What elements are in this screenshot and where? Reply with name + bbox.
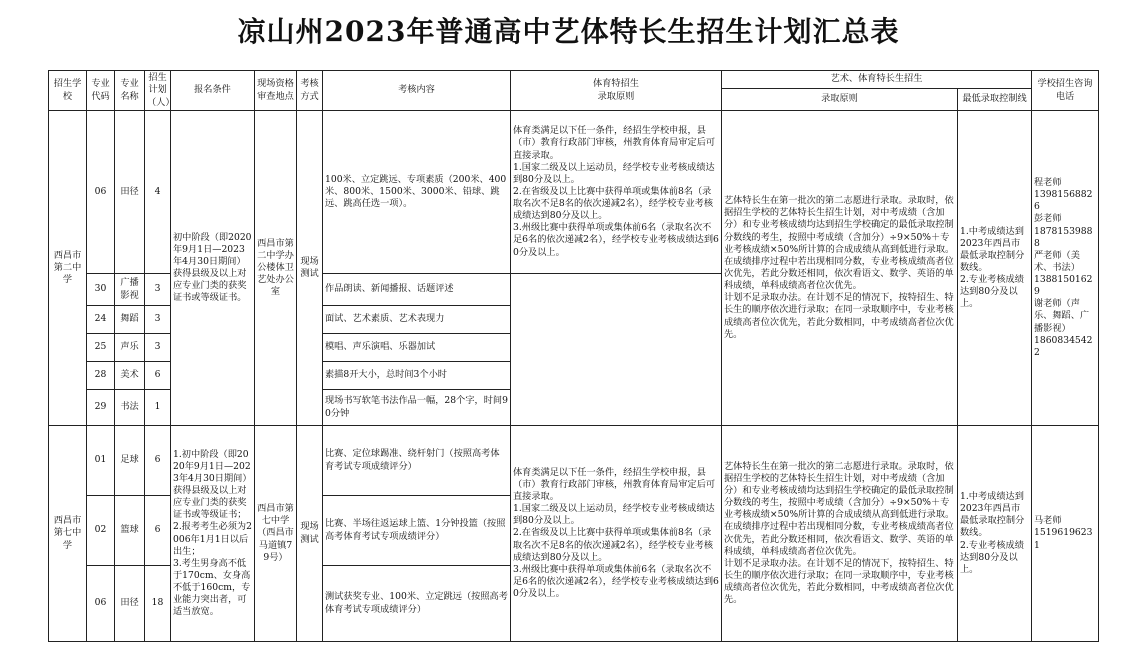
major-code: 06 [87, 566, 115, 642]
contact-phone: 马老师 15196196231 [1032, 426, 1099, 642]
major-name: 美术 [115, 362, 145, 390]
header-major: 专业名称 [115, 71, 145, 111]
assessment-content: 100米、立定跳远、专项素质（200米、400米、800米、1500米、3000米、铅球、跳远、跳高任选一项）。 [323, 111, 511, 274]
major-code: 28 [87, 362, 115, 390]
major-name: 广播影视 [115, 274, 145, 306]
header-school: 招生学校 [49, 71, 87, 111]
min-score-line: 1.中考成绩达到2023年西昌市最低录取控制分数线。 2.专业考核成绩达到80分及以上。 [958, 426, 1032, 642]
arts-admission-principle: 艺体特长生在第一批次的第二志愿进行录取。录取时，依据招生学校的艺体特长生招生计划，对中考成绩（含加分）和专业考核成绩均达到招生学校确定的最低录取控制分数线的考生，按照中考成绩（含加分）÷9×50%＋专业考核成绩×50%所计算的合成成绩从高到低进行录取。在成绩排序过程中若出现相同分数，专业考核成绩高者位次优先，若此分数还相同，依次看语文、数学、英语的单科成绩，单科成绩高者位次优先。 计划不足录取办法。在计划不足的情况下，按特招生、特长生的顺序依次进行录取；在同一录取顺序中，专业考核成绩高者位次优先，若此分数相同，中考成绩高者位次优先。 [722, 111, 958, 426]
contact-phone: 程老师 13981568826 彭老师 18781539888 严老师（美术、书法） 13881501629 谢老师（声乐、舞蹈、广播影视） 18608345422 [1032, 111, 1099, 426]
header-sports-principle: 体育特招生 录取原则 [511, 71, 722, 111]
assessment-content: 素描8开大小，总时间3个小时 [323, 362, 511, 390]
assessment-method: 现场测试 [297, 111, 323, 426]
assessment-content: 比赛、半场往返运球上篮、1分钟投篮（按照高考体育考试专项成绩评分） [323, 496, 511, 566]
enrollment-plan-table [48, 70, 1099, 642]
header-phone: 学校招生咨询电话 [1032, 71, 1099, 111]
major-code: 24 [87, 306, 115, 334]
assessment-content: 现场书写软笔书法作品一幅，28个字，时间90分钟 [323, 390, 511, 426]
plan-count: 4 [145, 111, 171, 274]
registration-condition: 1.初中阶段（即2020年9月1日—2023年4月30日期间）获得县级及以上对应专业门类的获奖证书或等级证书； 2.报考考生必须为2006年1月1日以后出生； 3.考生男身高不低于170cm、女身高不低于160cm，专业能力突出者，可适当放宽。 [171, 426, 255, 642]
table-row [49, 111, 1099, 274]
table-row [49, 426, 1099, 496]
major-code: 06 [87, 111, 115, 274]
assessment-content: 模唱、声乐演唱、乐器加试 [323, 334, 511, 362]
major-code: 30 [87, 274, 115, 306]
major-code: 29 [87, 390, 115, 426]
school-name: 西昌市第七中学 [49, 426, 87, 642]
page-title: 凉山州2023年普通高中艺体特长生招生计划汇总表 [237, 15, 900, 48]
plan-count: 3 [145, 306, 171, 334]
major-name: 篮球 [115, 496, 145, 566]
school-name: 西昌市第二中学 [49, 111, 87, 426]
header-condition: 报名条件 [171, 71, 255, 111]
plan-count: 3 [145, 334, 171, 362]
min-score-line: 1.中考成绩达到2023年西昌市最低录取控制分数线。 2.专业考核成绩达到80分及以上。 [958, 111, 1032, 426]
header-site: 现场资格审查地点 [255, 71, 297, 111]
major-name: 田径 [115, 111, 145, 274]
header-arts-principle: 录取原则 [722, 89, 958, 111]
assessment-content: 面试、艺术素质、艺术表现力 [323, 306, 511, 334]
header-content: 考核内容 [323, 71, 511, 111]
review-site: 西昌市第二中学办公楼体卫艺处办公室 [255, 111, 297, 426]
plan-count: 6 [145, 362, 171, 390]
sports-principle-empty [511, 274, 722, 426]
major-code: 01 [87, 426, 115, 496]
plan-count: 1 [145, 390, 171, 426]
header-plan: 招生计划（人） [145, 71, 171, 111]
assessment-content: 测试获奖专业、100米、立定跳远（按照高考体育考试专项成绩评分） [323, 566, 511, 642]
header-code: 专业代码 [87, 71, 115, 111]
major-code: 25 [87, 334, 115, 362]
sports-admission-principle: 体育类满足以下任一条件，经招生学校申报，县（市）教育行政部门审核，州教育体育局审定后可直接录取。 1.国家二级及以上运动员，经学校专业考核成绩达到80分及以上。 2.在省级及以上比赛中获得单项或集体前8名（录取名次不足8名的依次递减2名），经学校专业考核成绩达到80分及以上。 3.州级比赛中获得单项或集体前6名（录取名次不足6名的依次递减2名），经学校专业考核成绩达到60分及以上。 [511, 111, 722, 274]
assessment-content: 比赛、定位球踢准、绕杆射门（按照高考体育考试专项成绩评分） [323, 426, 511, 496]
major-name: 声乐 [115, 334, 145, 362]
plan-count: 18 [145, 566, 171, 642]
major-name: 书法 [115, 390, 145, 426]
assessment-content: 作品朗读、新闻播报、话题评述 [323, 274, 511, 306]
plan-count: 6 [145, 496, 171, 566]
arts-admission-principle: 艺体特长生在第一批次的第二志愿进行录取。录取时，依据招生学校的艺体特长生招生计划，对中考成绩（含加分）和专业考核成绩均达到招生学校确定的最低录取控制分数线的考生，按照中考成绩（含加分）÷9×50%＋专业考核成绩×50%所计算的合成成绩从高到低进行录取。在成绩排序过程中若出现相同分数，专业考核成绩高者位次优先，若此分数还相同，依次看语文、数学、英语的单科成绩，单科成绩高者位次优先。 计划不足录取办法。在计划不足的情况下，按特招生、特长生的顺序依次进行录取；在同一录取顺序中，专业考核成绩高者位次优先，若此分数相同，中考成绩高者位次优先。 [722, 426, 958, 642]
review-site: 西昌市第七中学（西昌市马道镇79号） [255, 426, 297, 642]
sports-admission-principle: 体育类满足以下任一条件，经招生学校申报，县（市）教育行政部门审核，州教育体育局审定后可直接录取。 1.国家二级及以上运动员，经学校专业考核成绩达到80分及以上。 2.在省级及以上比赛中获得单项或集体前8名（录取名次不足8名的依次递减2名），经学校专业考核成绩达到80分及以上。 3.州级比赛中获得单项或集体前6名（录取名次不足6名的依次递减2名），经学校专业考核成绩达到60分及以上。 [511, 426, 722, 642]
major-name: 足球 [115, 426, 145, 496]
major-name: 舞蹈 [115, 306, 145, 334]
header-arts-group: 艺术、体育特长生招生 [722, 71, 1032, 89]
header-method: 考核方式 [297, 71, 323, 111]
major-code: 02 [87, 496, 115, 566]
plan-count: 3 [145, 274, 171, 306]
registration-condition: 初中阶段（即2020年9月1日—2023年4月30日期间）获得县级及以上对应专业门类的获奖证书或等级证书。 [171, 111, 255, 426]
header-min-score: 最低录取控制线 [958, 89, 1032, 111]
plan-count: 6 [145, 426, 171, 496]
assessment-method: 现场测试 [297, 426, 323, 642]
major-name: 田径 [115, 566, 145, 642]
